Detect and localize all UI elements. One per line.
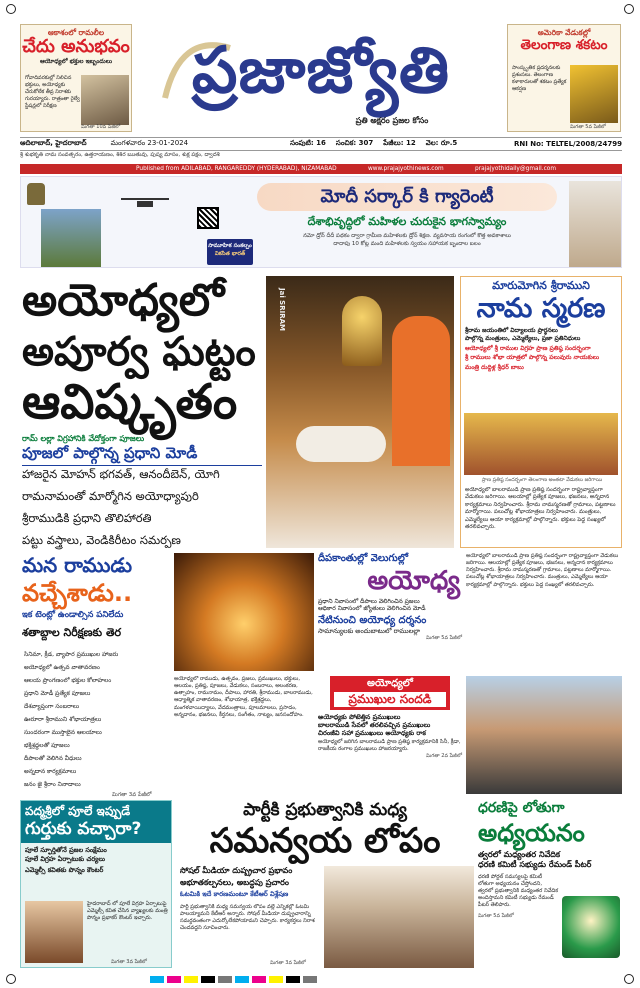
dharani-logo-icon xyxy=(562,896,620,958)
namasmarana-title: నామ స్మరణ xyxy=(476,292,606,324)
published-strip xyxy=(20,164,622,174)
ad-photo-pm xyxy=(569,181,621,267)
registration-mark-icon xyxy=(6,974,16,984)
left-teaser-body: గోవాదివరకుల్లో నిలిచిన భక్తులు, అయోధ్యకు చేరుకోలేక తీవ్ర నిరాశకు గురయ్యారు. రాత్రంతా రైల్వే స్టేషన్లలో నిరీక్షణ xyxy=(25,75,80,110)
masthead-logo xyxy=(150,28,492,114)
color-swatch xyxy=(150,976,164,983)
deepa-title: అయోధ్య xyxy=(367,565,460,596)
priest-figure xyxy=(392,316,450,466)
namasmarana-photo xyxy=(464,413,618,475)
issue-number: సంచిక: 307 xyxy=(335,139,374,147)
registration-mark-icon xyxy=(624,4,634,14)
gurtuku-sub-3: ఎమ్మెల్సీ కవితకు పొన్నం కౌంటర్ xyxy=(25,865,104,874)
panchang-strip: శ్రీ శుభకృత్ నామ సంవత్సరం, ఉత్తరాయణం, శిశిర ఋతువు, పుష్య మాసం, శుక్ల పక్షం, ద్వాదశి xyxy=(20,152,220,158)
samanvaya-body: పార్టీ ప్రభుత్వానికి మధ్య సమన్వయ లోపం వల్లే ఎన్నికల్లో ఓటమి పాలయ్యామని కేటీఆర్ అన్నారు. సోషల్ మీడియా దుష్ప్రచారాన్ని సమర్థవంతంగా ఎదుర్కోలేకపోయామని చెప్పారు. కార్యకర్తలు నిరాశ చెందవద్దని సూచించారు. xyxy=(180,904,315,932)
email-link[interactable]: prajajyothidaily@gmail.com xyxy=(475,166,556,172)
ad-badge-line-1: సామూహిక సంకల్పం xyxy=(208,243,252,249)
ramudu-more[interactable]: మిగతా 3వ పేజీలో xyxy=(112,792,152,798)
ad-body: నమో డ్రోన్ దీదీ పథకం ద్వారా గ్రామీణ మహిళలకు డ్రోన్ శిక్షణ. వ్యవసాయ రంగంలో కొత్త అవకాశాలు xyxy=(303,233,511,239)
lead-headline-3: ఆవిష్కృతం xyxy=(22,374,238,430)
adhyayanam-kicker: ధరణిపై లోతుగా xyxy=(478,800,565,816)
right-teaser-title: తెలంగాణ శకటం xyxy=(520,37,608,54)
samanvaya-sub-2: అభూతకల్పనలు, అబద్ధపు ప్రచారం xyxy=(180,878,289,887)
list-item: జనం జై శ్రీరాం నినాదాలు xyxy=(24,781,81,788)
deepa-kicker: దీపకాంతుల్లో వెలుగుల్లో xyxy=(318,553,409,564)
gurtuku-box[interactable] xyxy=(20,800,172,968)
ad-banner[interactable] xyxy=(20,176,622,268)
color-swatch xyxy=(184,976,198,983)
lead-photo[interactable] xyxy=(266,276,454,548)
gurtuku-sub-2: పూలే విగ్రహ ఏర్పాటుకు చర్యలు xyxy=(25,855,106,864)
list-item: ప్రధాని మోడీ ప్రత్యేక పూజలు xyxy=(24,690,91,697)
pm-figure xyxy=(296,426,386,462)
left-teaser-kicker: ఆకాశంలో రామలీల xyxy=(47,28,105,37)
pramukhula-body: అయోధ్యలో జరిగిన బాలరాముడి ప్రాణ ప్రతిష్ఠ కార్యక్రమానికి సినీ, క్రీడా, రాజకీయ రంగాల ప్రముఖులు హాజరయ్యారు. xyxy=(318,738,461,753)
ramudu-bullets xyxy=(24,648,174,791)
samanvaya-kicker: పార్టీకి ప్రభుత్వానికి మధ్య xyxy=(243,800,407,820)
gurtuku-more[interactable]: మిగతా 3వ పేజీలో xyxy=(111,959,147,965)
adhyayanam-sub-1: త్వరలో మధ్యంతర నివేదిక xyxy=(478,849,561,859)
color-swatch xyxy=(201,976,215,983)
right-teaser-more[interactable]: మిగతా 5వ పేజీలో xyxy=(570,124,606,130)
masthead-tagline: ప్రతి అక్షరం ప్రజల కోసం xyxy=(355,116,429,125)
deepa-sub-1: ప్రధాని నివాసంలో దీపాలు వెలిగించిన ప్రజలు xyxy=(318,597,420,605)
photo-tag: Jai SRIRAM xyxy=(278,288,286,331)
price: వెల: రూ.5 xyxy=(425,139,458,147)
ramudu-sub-2: శతాబ్దాల నిరీక్షణకు తెర xyxy=(22,626,122,639)
lead-headline-1: అయోధ్యలో xyxy=(22,275,225,326)
ad-headline: మోదీ సర్కార్ కి గ్యారెంటీ xyxy=(320,186,494,207)
color-swatch xyxy=(167,976,181,983)
samanvaya-sub-1: సోషల్ మీడియా దుష్ప్రచార ప్రభావం xyxy=(180,866,293,875)
gurtuku-sub-1: పూలే స్ఫూర్తితోనే ప్రజల సంక్షేమం xyxy=(25,846,107,855)
color-swatch xyxy=(286,976,300,983)
right-teaser-body: సాంస్కృతిక ప్రదర్శనలకు ప్రశంసలు. తెలంగాణ కళాకారులతో శకటం ప్రత్యేక ఆకర్షణ xyxy=(512,65,567,93)
gurtuku-title-box xyxy=(21,801,171,843)
samanvaya-more[interactable]: మిగతా 3వ పేజీలో xyxy=(270,960,306,966)
pramukhula-sub-1: అయోధ్యకు పోటెత్తిన ప్రముఖులు xyxy=(318,712,401,721)
gurtuku-kicker: పద్మశ్రీలో పూలే ఇప్పుడే xyxy=(25,804,131,818)
published-from: Published from ADILABAD, RANGAREDDY (HYDERABAD), NIZAMABAD xyxy=(136,166,337,172)
namasmarana-bullet-4: శ్రీ రాములు శోభా యాత్రలో పాల్గొన్న పలువురు నాయకులు xyxy=(465,354,600,362)
namasmarana-bullet-3: ఆయోధ్యలో శ్రీ రాముల విగ్రహ ప్రాణ ప్రతిష్ఠ సందర్భంగా xyxy=(465,344,591,352)
gurtuku-title: గుర్తుకు వచ్చారా? xyxy=(25,819,142,839)
adhyayanam-sub-2: ధరణి కమిటీ సభ్యుడు రేమండ్ పీటర్ xyxy=(478,859,592,869)
right-teaser[interactable] xyxy=(507,24,621,132)
list-item: అయోధ్యలో ఉత్సవ వాతావరణం xyxy=(24,664,100,671)
pramukhula-more[interactable]: మిగతా 2వ పేజీలో xyxy=(426,753,462,760)
color-bar xyxy=(150,976,490,984)
qr-code-icon xyxy=(197,207,219,229)
samanvaya-title: సమన్వయ లోపం xyxy=(209,821,441,861)
ad-badge xyxy=(207,239,253,265)
issue-date: మంగళవారం 23-01-2024 xyxy=(110,139,189,147)
ramudu-photo[interactable] xyxy=(174,553,314,671)
deepa-sub-3: నేటినుంచి అయోధ్య దర్శనం xyxy=(318,614,427,626)
dateline-bar xyxy=(20,137,622,151)
list-item: సుందరంగా ముస్తాబైన ఆలయాలు xyxy=(24,729,102,736)
adhyayanam-box[interactable] xyxy=(478,800,622,968)
namasmarana-caption: ప్రాణ ప్రతిష్ఠ సందర్భంగా తెలంగాణ అంతటా వేడుకలు జరిగాయి xyxy=(481,477,603,483)
namasmarana-bullet-1: శ్రీరామ జయంతిలో విద్యాలయ ప్రార్థనలు xyxy=(465,326,558,334)
lead-deck-2: పూజలో పాల్గొన్న ప్రధాని మోడీ xyxy=(22,444,262,466)
emblem-icon xyxy=(27,183,45,205)
color-swatch xyxy=(235,976,249,983)
ad-body-2: దాదాపు 10 కోట్ల మంది మహిళలకు స్వయం సహాయక బృందాల బలం xyxy=(333,241,481,247)
registration-mark-icon xyxy=(624,974,634,984)
right-column-body: అయోధ్యలో బాలరాముడి ప్రాణ ప్రతిష్ఠ సందర్భంగా రాష్ట్రవ్యాప్తంగా వేడుకలు జరిగాయి. ఆలయాల్లో ప్రత్యేక పూజలు, భజనలు, అన్నదాన కార్యక్రమాలు నిర్వహించారు. శ్రీరామ నామస్మరణతో గ్రామాలు, పట్టణాలు మార్మోగాయి. పలుచోట్ల శోభాయాత్రలు నిర్వహించారు. మంత్రులు, ఎమ్మెల్యేలు ఆయా కార్యక్రమాల్లో పాల్గొన్నారు. భక్తులు పెద్ద సంఖ్యలో తరలివచ్చారు. xyxy=(466,553,619,588)
adhyayanam-body: ధరణి పోర్టల్ సమస్యలపై కమిటీ లోతుగా అధ్యయనం చేస్తోందని, త్వరలో ప్రభుత్వానికి మధ్యంతర నివేదిక అందిస్తామని కమిటీ సభ్యుడు రేమండ్ పీటర్ తెలిపారు. xyxy=(478,873,558,909)
pramukhula-sub-3: చిరంజీవి సహా ప్రముఖులు అయోధ్యకు రాక xyxy=(318,728,426,737)
idol-icon xyxy=(342,296,382,366)
lead-headline-2: అపూర్వ ఘట్టం xyxy=(22,329,256,375)
list-item: భక్తిశ్రద్ధలతో పూజలు xyxy=(24,742,70,749)
rni-number: RNI No: TELTEL/2008/24799 xyxy=(513,140,622,148)
left-teaser-more[interactable]: మిగతా 10వ పేజీలో xyxy=(81,124,121,130)
drone-icon xyxy=(121,195,169,209)
list-item: దేశవ్యాప్తంగా సంబరాలు xyxy=(24,703,80,710)
mid-column-body: అయోధ్యలో రాముడు, ఉత్సవం, ప్రజలు, ప్రముఖులు, భక్తులు, ఆలయం, ప్రతిష్ఠ, పూజలు, వేడుకలు, సంబరాలు, అలంకరణ, ఉత్సాహం, రామనామం, దీపాలు, హారతి, శ్రీరాముడు, బాలరాముడు, ఆధ్యాత్మిక వాతావరణం, శోభాయాత్ర, భక్తిశ్రద్ధలు, మంగళవాయిద్యాలు, వేదమంత్రాలు, పూలమాలలు, ప్రసాదం, అన్నదానం, భజనలు, కీర్తనలు, సంగీతం, నాట్యం, జనసందోహం. xyxy=(174,676,313,718)
adhyayanam-title: అధ్యయనం xyxy=(478,818,585,847)
volume: సంపుటి: 16 xyxy=(290,139,326,147)
right-teaser-photo xyxy=(570,65,618,123)
color-swatch xyxy=(269,976,283,983)
deepa-more[interactable]: మిగతా 5వ పేజీలో xyxy=(426,635,462,642)
ramudu-sub-1: ఇక టెంట్లో ఉండాల్సిన పనిలేదు xyxy=(22,610,124,620)
right-teaser-kicker: అమెరికా వేడుకల్లో xyxy=(537,28,591,37)
pramukhula-title-2: ప్రముఖుల సందడి xyxy=(334,692,446,707)
pramukhula-title-box xyxy=(330,676,450,710)
list-item: ఆలయ ప్రాంగణంలో భక్తుల కోలాహలం xyxy=(24,677,112,684)
deepa-sub-4: సామాన్యులకు అందుబాటులో రాములల్లా xyxy=(318,627,421,635)
deepa-sub-2: ఆధికార నివాసంలో జ్యోతులు వెలిగించిన మోడీ xyxy=(318,605,426,612)
namasmarana-body: అయోధ్యలో బాలరాముడి ప్రాణ ప్రతిష్ఠ సందర్భంగా రాష్ట్రవ్యాప్తంగా వేడుకలు జరిగాయి. ఆలయాల్లో ప్రత్యేక పూజలు, భజనలు, అన్నదాన కార్యక్రమాలు నిర్వహించారు. శ్రీరామ నామస్మరణతో గ్రామాలు, పట్టణాలు మార్మోగాయి. పలుచోట్ల శోభాయాత్రలు నిర్వహించారు. మంత్రులు, ఎమ్మెల్యేలు ఆయా కార్యక్రమాల్లో పాల్గొన్నారు. భక్తులు పెద్ద సంఖ్యలో తరలివచ్చారు. xyxy=(465,487,616,531)
registration-mark-icon xyxy=(6,4,16,14)
samanvaya-photo[interactable] xyxy=(324,866,474,968)
masthead-title: ప్రజాజ్యోతి xyxy=(191,33,451,108)
deepa-box[interactable] xyxy=(318,553,462,671)
adhyayanam-more[interactable]: మిగతా 5వ పేజీలో xyxy=(478,913,514,920)
ad-subheadline: దేశాభివృద్ధిలో మహిళల చురుకైన భాగస్వామ్యం xyxy=(307,215,507,228)
left-teaser-title: చేదు అనుభవం xyxy=(22,36,130,58)
gurtuku-body: హైదరాబాద్ లో పూలే విగ్రహ ఏర్పాటుపై ఎమ్మెల్సీ కవిత చేసిన వ్యాఖ్యలకు మంత్రి పొన్నం ప్రభాకర్ కౌంటర్ ఇచ్చారు. xyxy=(87,901,168,922)
list-item: ఊరూరా శ్రీరాముని శోభాయాత్రలు xyxy=(24,716,102,723)
lead-point-4: పట్టు వస్త్రాలు, వెండికిరీటం సమర్పణ xyxy=(22,533,181,547)
pramukhula-box[interactable] xyxy=(318,676,462,794)
color-swatch xyxy=(252,976,266,983)
namasmarana-bullet-2: పాల్గొన్న మంత్రులు, ఎమ్మెల్యేలు, ప్రజా ప్రతినిధులు xyxy=(465,335,581,343)
namasmarana-box[interactable] xyxy=(460,276,622,548)
ramudu-headline-2: వచ్చేశాడు.. xyxy=(22,579,133,607)
namasmarana-bullet-5: మంత్రి దుద్దిళ్ల శ్రీధర్ బాబు xyxy=(465,363,524,371)
website-link[interactable]: www.prajajyothinews.com xyxy=(368,166,444,172)
left-teaser[interactable] xyxy=(20,24,132,132)
ad-photo-farmer xyxy=(41,209,101,267)
pramukhula-sub-2: బాలరాముడి సేవలో తరలివచ్చిన ప్రముఖులు xyxy=(318,720,431,729)
left-teaser-photo xyxy=(81,75,129,125)
pramukhula-photo[interactable] xyxy=(466,676,622,794)
list-item: అన్నదాన కార్యక్రమాలు xyxy=(24,768,77,775)
ad-headline-box xyxy=(257,183,557,211)
list-item: దీపాలతో వెలిగిన వీధులు xyxy=(24,755,82,762)
lead-point-1: హాజరైన మోహన్ భగవత్, ఆనందీబెన్, యోగి xyxy=(22,467,220,481)
gurtuku-photo xyxy=(25,901,83,963)
samanvaya-sub-3: ఓటమికి ఇదే కారణమంటూ కేటీఆర్ విశ్లేషణ xyxy=(180,890,289,898)
right-column-body-box xyxy=(466,553,622,671)
pramukhula-title-1: అయోధ్యలో xyxy=(367,678,413,689)
editions: ఆదిలాబాద్, హైదరాబాద్ xyxy=(20,139,87,147)
color-swatch xyxy=(303,976,317,983)
color-swatch xyxy=(218,976,232,983)
ad-badge-line-2: వికసిత భారత్ xyxy=(214,251,246,257)
lead-deck-1: రామ్ లల్లా విగ్రహానికి వేదోక్తంగా పూజలు xyxy=(22,434,145,443)
namasmarana-kicker: మారుమోగిన శ్రీరాముని xyxy=(492,279,590,292)
page-count: పేజీలు: 12 xyxy=(383,139,416,147)
ramudu-headline-1: మన రాముడు xyxy=(22,553,133,577)
list-item: సినిమా, క్రీడ, వ్యాపార ప్రముఖుల హాజరు xyxy=(24,651,119,658)
left-teaser-sub: ఆయోధ్యలో భక్తుల ఇబ్బందులు xyxy=(39,58,113,66)
lead-point-3: శ్రీరాముడికి ప్రధాని తొలిహారతి xyxy=(22,511,152,525)
lead-point-2: రామనామంతో మార్మోగిన అయోధ్యాపురి xyxy=(22,489,199,503)
